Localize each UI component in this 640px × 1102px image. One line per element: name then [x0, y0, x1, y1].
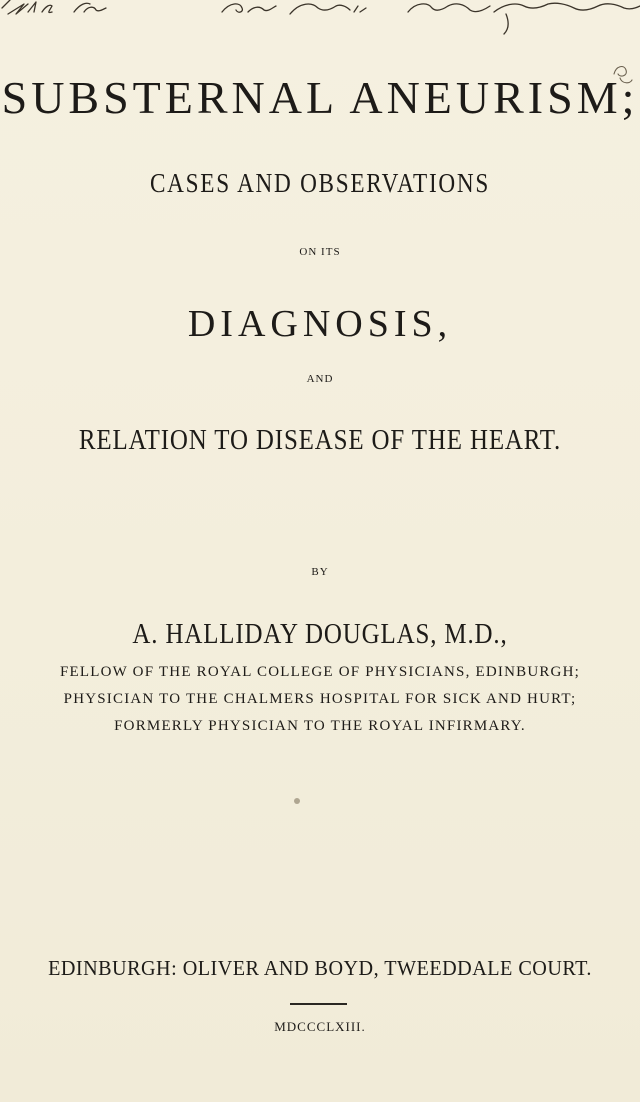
author-credential: FORMERLY PHYSICIAN TO THE ROYAL INFIRMARY.	[114, 718, 526, 734]
diagnosis-heading: DIAGNOSIS,	[187, 303, 453, 345]
author-credential: PHYSICIAN TO THE CHALMERS HOSPITAL FOR SICK AND HURT;	[63, 691, 577, 707]
ink-speck	[294, 798, 300, 804]
divider-rule	[290, 1003, 347, 1005]
author-credential: FELLOW OF THE ROYAL COLLEGE OF PHYSICIANS, EDINBURGH;	[59, 664, 580, 680]
connective-on-its: ON ITS	[299, 246, 341, 258]
book-subtitle: CASES AND OBSERVATIONS	[149, 168, 491, 198]
publication-year: MDCCCLXIII.	[274, 1019, 366, 1034]
connective-and: AND	[306, 373, 334, 385]
relation-heading: RELATION TO DISEASE OF THE HEART.	[78, 424, 562, 456]
byline-by: BY	[311, 566, 329, 578]
book-title: SUBSTERNAL ANEURISM;	[1, 72, 639, 123]
author-name: A. HALLIDAY DOUGLAS, M.D.,	[132, 618, 508, 650]
publisher-imprint: EDINBURGH: OLIVER AND BOYD, TWEEDDALE COURT.	[48, 956, 592, 980]
